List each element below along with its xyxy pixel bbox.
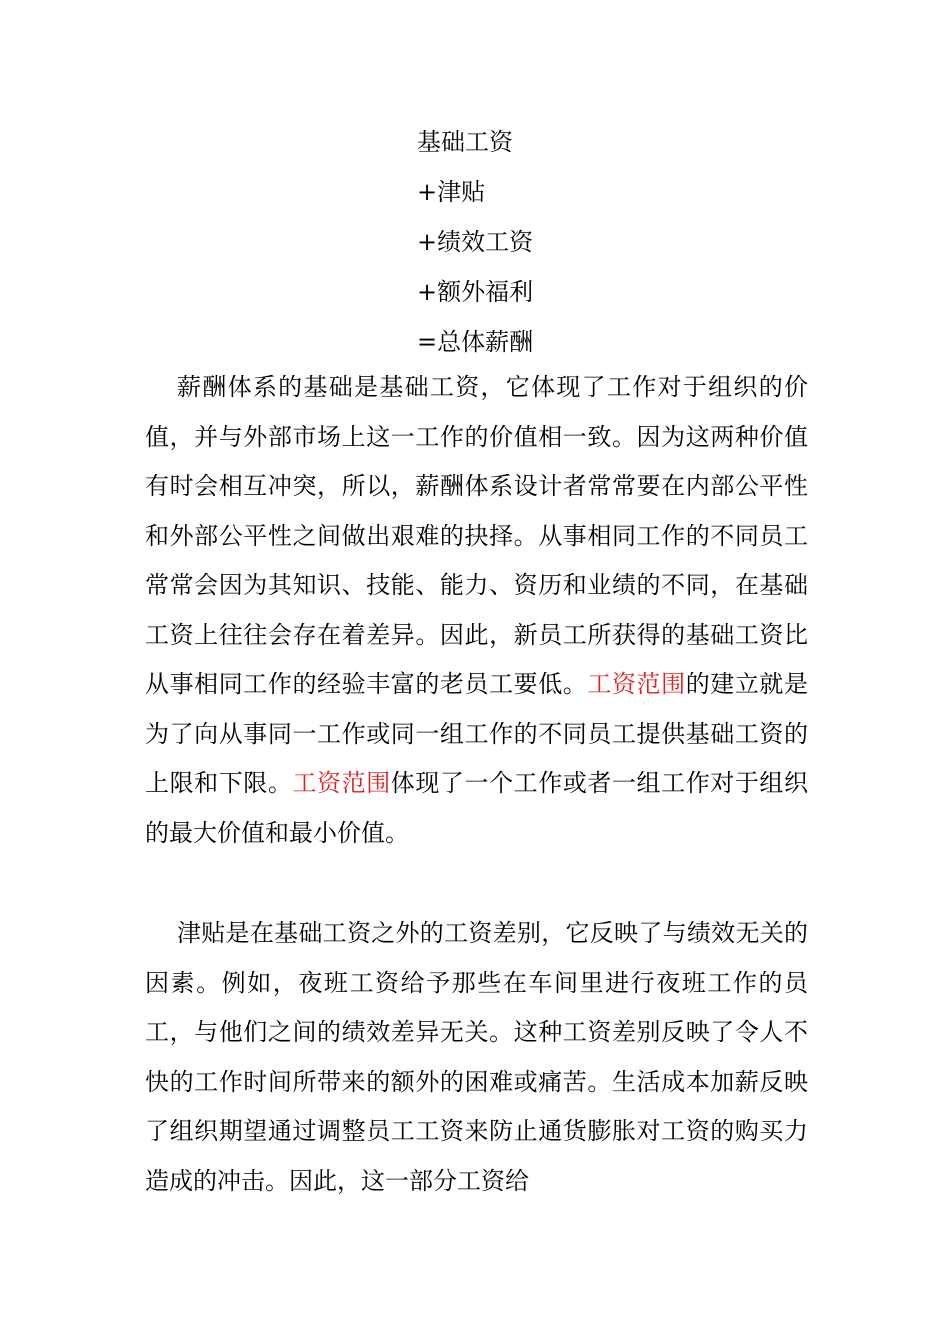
paragraph-text: 津贴是在基础工资之外的工资差别，它反映了与绩效无关的因素。例如，夜班工资给予那些在车间里进行夜班工作的员工，与他们之间的绩效差异无关。这种工资差别反映了令人不快的工作时间所带来的额外的困难或痛苦。生活成本加薪反映了组织期望通过调整员工工资来防止通货膨胀对工资的购买力造成的冲击。因此，这一部分工资给	[145, 919, 808, 1195]
paragraph-text: 的建立就是为了向从事同一工作或同一组工作的不同员工提供基础工资的上限和下限。	[145, 670, 809, 797]
paragraph-text: 体现了一个工作或者一组工作对于组织的最大价值和最小价值。	[145, 769, 809, 847]
paragraph-allowance	[145, 909, 808, 1206]
formula-line-base-pay: 基础工资	[417, 128, 513, 156]
compensation-formula	[417, 117, 533, 367]
formula-line-allowance: +津贴	[417, 178, 486, 206]
paragraph-base-pay	[145, 363, 808, 858]
formula-line-extra-benefits: +额外福利	[417, 278, 534, 306]
formula-line-performance-pay: +绩效工资	[417, 228, 534, 256]
formula-line-total-compensation: =总体薪酬	[417, 328, 534, 356]
highlight-pay-range: 工资范围	[292, 769, 391, 797]
highlight-pay-range: 工资范围	[587, 670, 686, 698]
paragraph-text: 薪酬体系的基础是基础工资，它体现了工作对于组织的价值，并与外部市场上这一工作的价值相一致。因为这两种价值有时会相互冲突，所以，薪酬体系设计者常常要在内部公平性和外部公平性之间做出艰难的抉择。从事相同工作的不同员工常常会因为其知识、技能、能力、资历和业绩的不同，在基础工资上往往会存在着差异。因此，新员工所获得的基础工资比从事相同工作的经验丰富的老员工要低。	[145, 373, 808, 698]
